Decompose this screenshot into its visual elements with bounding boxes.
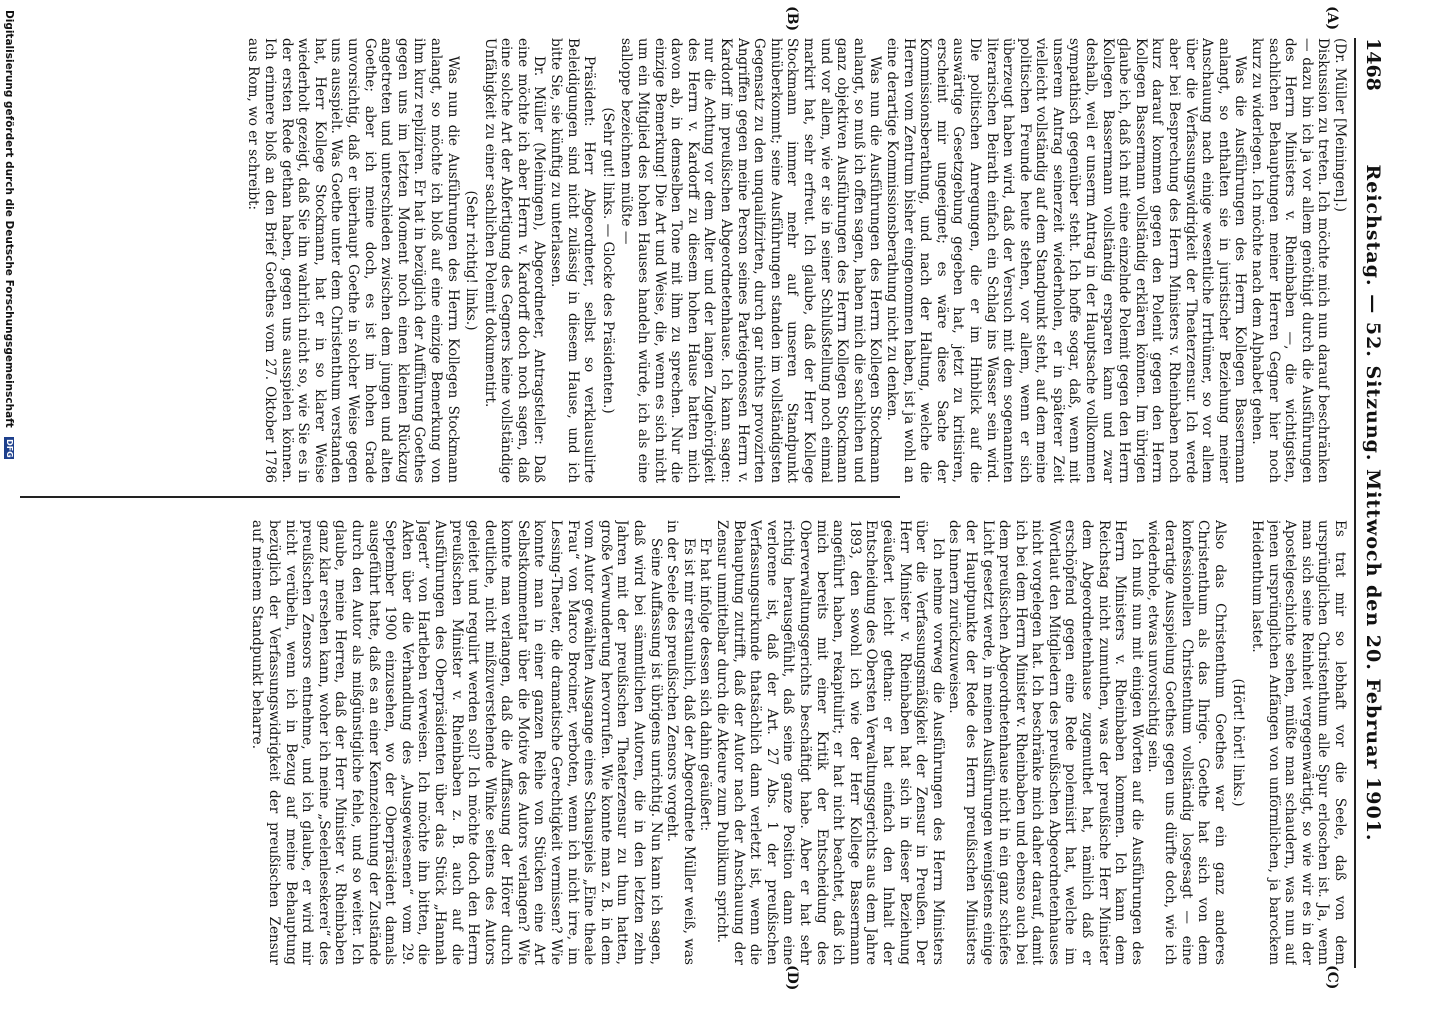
page-title: Reichstag. — 52. Sitzung. Mittwoch den 20. Februar 1901. bbox=[1362, 164, 1384, 842]
paragraph: Er hat infolge dessen sich dahin geäußert: bbox=[697, 538, 714, 832]
left-text-column bbox=[28, 38, 1348, 483]
interjection: (Sehr richtig! links.) bbox=[463, 190, 480, 331]
paragraph: Also das Christenthum Goethes war ein ganz anderes Christenthum als das Ihrige. Goethe hat sich von dem konfessionellen Christenthum vollständig losgesagt — eine derartige Ausspielung Goethes gegen uns dürfte doch, wie ich wiederhole, etwas unvorsichtig sein. bbox=[1145, 520, 1228, 965]
margin-mark-a: (A) bbox=[1324, 6, 1340, 31]
page-header bbox=[1354, 38, 1386, 968]
dfg-logo: DFG bbox=[5, 439, 14, 458]
page-number: 1468 bbox=[1362, 38, 1384, 91]
paragraph: Was nun die Ausführungen des Herrn Kollegen Stockmann anlangt, so möchte ich bloß auf eine einzige Bemerkung von ihm kurz repliziren. Er hat in bezüglich der Aufführung Goethes gegen uns im letzten Moment noch einen kleinen Rückzug angetreten und unterschieden zwischen dem jungen und alten Goethe; aber ich meine doch, es ist im hohen Grade unvorsichtig, daß er überhaupt Goethe in solcher Weise gegen uns ausspielt. Was Goethe unter dem Christenthum verstanden hat, Herr Kollege Stockmann, hat er in so klarer Weise wiederholt gezeigt, daß Sie ihn wahrlich nicht so, wie Sie es in der ersten Rede gethan haben, gegen uns ausspielen können. Ich erinnere bloß an den Brief Goethes vom 27. Oktober 1786 aus Rom, wo er schreibt: bbox=[245, 38, 461, 483]
margin-mark-c: (C) bbox=[1324, 965, 1340, 990]
paragraph: Was nun die Ausführungen des Herrn Kollegen Stockmann anlangt, so muß ich offen sagen, haben mich die sachlichen und ganz objektiven Ausführungen des Herrn Kollegen Stockmann und vor allem, wie er sie in seiner Schlußstellung noch einmal markirt hat, sehr erfreut. Ich glaube, daß der Herr Kollege Stockmann immer mehr auf unseren Standpunkt hinüberkommt; seine Ausführungen standen im vollständigsten Gegensatz zu den unqualifizirten, durch gar nichts provozirten Angriffen gegen meine Person seines Parteigenossen Herrn v. Kardorff im preußischen Abgeordnetenhause. Ich kann sagen: nur die Achtung vor dem Alter und der langen Zugehörigkeit des Herrn v. Kardorff zu diesem hohen Hause hatten mich davon ab, in demselben Tone mit ihm zu sprechen. Nur die einzige Bemerkung! Die Art und Weise, die, wenn es sich nicht um ein Mitglied des hohen Hauses handeln würde, ich als eine salloppe bezeichnen müßte — bbox=[618, 38, 884, 483]
right-text-column bbox=[28, 520, 1348, 965]
paragraph: Präsident: Herr Abgeordneter, selbst so verklausulirte Beleidigungen sind nicht zulässig in diesem Hause, und ich bitte Sie, sie künftig zu unterlassen. bbox=[548, 38, 598, 483]
paragraph: Dr. Müller (Meiningen), Abgeordneter, Antragsteller: Daß eine möchte ich aber Herrn v. Kardorff doch noch sagen, daß eine solche Art der Abfertigung des Gegners keine vollständige Unfähigkeit zu einer sachlichen Polemit dokumentirt. bbox=[481, 38, 548, 483]
paragraph: Was die Ausführungen des Herrn Kollegen Bassermann anlangt, so enthalten sie in juristischer Beziehung meiner Anschauung nach einige wesentliche Irrthümer, so vor allem über die Verfassungswidrigkeit der Theaterzensur. Ich werde aber bei Besprechung des Herrn Ministers v. Rheinbaben noch kurz darauf kommen gegen den Polenit gegen den Herrn Kollegen Bassermann vollständig erklären können. Im übrigen glaube ich, daß ich mit eine einzelnde Polemit gegen den Herrn Kollegen Bassermann vollständig ersparen kann und zwar deshalb, weil er unserm Antrag in der Hauptsache vollkommen sympathisch gegenüber steht. Ich hoffe sogar, daß, wenn mit unserem Antrag seinerzeit wiederholen, er in späterer Zeit vielleicht vollständig auf dem Standpunkt steht, auf dem meine politischen Freunde heute stehen, vor allem, wenn er sich überzeugt haben wird, daß der Versuch mit dem sogenannten literarischen Beirath einfach ein Schlag ins Wasser sein wird. Die politischen Anregungen, die er im Hinblick auf die auswärtige Gesetzgebung gegeben hat, jetzt zu kritisiren, erscheint mir ungeeignet; es wäre diese Sache der Kommissionsberathung, und nach der Haltung, welche die Herren vom Zentrum bisher eingenommen haben, ist ja wohl an eine derartige Kommissionsberathung nicht zu denken. bbox=[883, 38, 1249, 483]
footer-credit bbox=[0, 0, 15, 1010]
paragraph: Ich nehme vorweg die Ausführungen des Herrn Ministers über die Verfassungsmäßigkeit der Zensur in Preußen. Der Herr Minister v. Rheinbaben hat sich in dieser Beziehung geäußert leicht gethan: er hat einfach den Inhalt der Entscheidung des Obersten Verwaltungsgerichts aus dem Jahre 1893, den sowohl ich wie der Herr Kollege Bassermann angeführt haben, rekapitulirt; er hat nicht beachtet, daß ich mich bereits mit einer Kritik der Entscheidung des Oberverwaltungsgerichts beschäftigt habe. Aber er hat sehr richtig herausgefühlt, daß seine ganze Position dann eine verlorene ist, daß der Art. 27 Abs. 1 der preußischen Verfassungsurkunde thatsächlich dann verletzt ist, wenn die Behauptung zutrifft, daß der Autor nach der Anschauung der Zensur unmittelbar durch die Akteure zum Publikum spricht. bbox=[714, 520, 946, 965]
margin-mark-b: (B) bbox=[784, 6, 800, 32]
paragraph: Ich muß nun mit einigen Worten auf die Ausführungen des Herrn Ministers v. Rheinbaben kommen. Ich kann dem Reichstag nicht zumuthen, was der preußische Herr Minister dem Abgeordnetenhause zugemuthet hat, nämlich daß er erschöpfend gegen eine Rede polemisirt hat, welche im Wortlaut den Mitgliedern des preußischen Abgeordnetenhauses nicht vorgelegen hat. Ich beschränke mich daher darauf, damit ich bei dem Herrn Minister v. Rheinbaben und ebenso auch bei dem preußischen Abgeordnetenhause nicht in ein ganz schiefes Licht gesetzt werde, in meinen Ausführungen wenigstens einige der Hauptpunkte der Rede des Herrn preußischen Ministers des Innern zurückzuweisen. bbox=[946, 520, 1145, 965]
paragraph: Es ist mir erstaunlich, daß der Abgeordnete Müller weiß, was in der Seele des preußischen Zensors vorgeht. bbox=[664, 520, 697, 965]
paragraph: (Dr. Müller [Meiningen].) bbox=[1332, 38, 1348, 212]
column-divider bbox=[20, 496, 900, 498]
paragraph: Es trat mir so lebhaft vor die Seele, daß von dem ursprünglichen Christenthum alle Spur erloschen ist. Ja, wenn man sich seine Reinheit vergegenwärtigt, so wie wir es in der Apostelgeschichte sehen, müßte man schaudern, was nun auf jenen ursprünglichen Anfängen von unförmlichen, ja barockem Heidenthum lastet. bbox=[1249, 520, 1348, 965]
interjection: (Hört! hört! links.) bbox=[1230, 678, 1247, 807]
interjection: (Sehr gut! links. — Glocke des Präsidenten.) bbox=[599, 107, 616, 414]
paragraph: Diskussion zu treten. Ich möchte mich nun darauf beschränken — dazu bin ich ja vor allem genöthigt durch die Ausführungen des Herrn Ministers v. Rheinbaben —, die wichtigsten, sachlichen Behauptungen meiner Herren Gegner hier noch kurz zu widerlegen. Ich möchte nach dem Alphabet gehen. bbox=[1249, 38, 1332, 483]
margin-mark-d: (D) bbox=[784, 965, 800, 991]
footer-text: Digitalisierung gefördert durch die Deutsche Forschungsgemeinschaft bbox=[3, 10, 15, 428]
paragraph: Seine Auffassung ist übrigens unrichtig. Nun kann ich sagen, daß wird bei sämmtlichen Autoren, die in den letzten zehn Jahren mit der preußischen Theaterzensur zu thun hatten, große Verwunderung hervorrufen. Wie konnte man z. B. in dem vom Autor gewählten Ausgange eines Schauspiels „Eine theale Frau“ von Marco Brociner, verboten, wenn ich nicht irre, im Lessing-Theater, die dramatische Gerechtigkeit vermissen? Wie konnte man in einer ganzen Reihe von Stücken eine Art Selbstkommentar über die Motive des Autors verlangen? Wie konnte man verlangen, daß die Auffassung der Hörer durch deutliche, nicht mißzuverstehende Winke seitens des Autors geleitet und regulirt werden soll? Ich möchte doch den Herrn preußischen Minister v. Rheinbaben z. B. auch auf die Ausführungen des Oberpräsidenten über das Stück „Hannah Jagert“ von Hartleben verweisen. Ich möchte ihn bitten, die Akten über die Verhandlung des „Ausgewiesenen“ vom 29. September 1900 einzusehen, wo der Oberpräsident damals ausgeführt hatte, daß es an einer Kennzeichnung der Zustände durch den Autor als mißgünstigliche fehle, und so weiter. Ich glaube, meine Herren, daß der Herr Minister v. Rheinbaben ganz klar ersehen kann, woher ich meine „Seelenlesekerei“ des preußischen Zensors entnehme, und ich glaube, er wird mir nicht verübeln, wenn ich in Bezug auf meine Behauptung bezüglich der Verfassungswidrigkeit der preußischen Zensur auf meinem Standpunkt beharre. bbox=[249, 520, 664, 965]
